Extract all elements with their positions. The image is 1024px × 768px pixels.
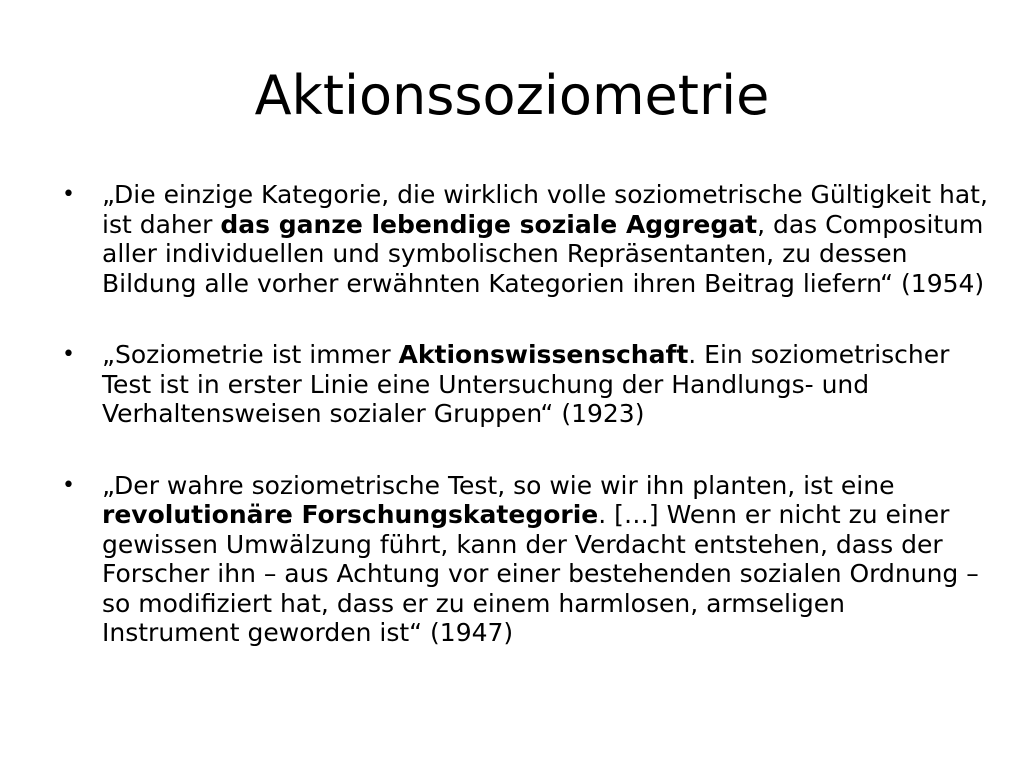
bullet-marker: • (62, 342, 75, 367)
bullet-text-after: , das Compositum aller individuellen und symbolischen Repräsentanten, zu dessen Bildung alle vorher erwähnten Kategorien ihren Beitrag liefern“ (1954) (102, 209, 985, 298)
bullet-item-1 (58, 180, 988, 298)
bullet-text-after: . Ein soziometrischer Test ist in erster Linie eine Untersuchung der Handlungs- und Verhaltensweisen sozialer Gruppen“ (1923) (102, 340, 950, 428)
bullet-list (58, 180, 988, 690)
bullet-text-before: „Soziometrie ist immer (102, 340, 399, 369)
bullet-text-before: „Der wahre soziometrische Test, so wie wir ihn planten, ist eine (102, 470, 895, 500)
bullet-text-bold: das ganze lebendige soziale Aggregat (220, 209, 758, 239)
bullet-text (102, 471, 979, 648)
bullet-text-after: . […] Wenn er nicht zu einer gewissen Umwälzung führt, kann der Verdacht entstehen, dass der Forscher ihn – aus Achtung vor einer bestehenden sozialen Ordnung – so modifiziert hat, dass er zu einem harmlosen, armseligen Instrument geworden ist“ (1947) (102, 500, 979, 647)
bullet-text-bold: Aktionswissenschaft (398, 340, 689, 369)
bullet-item-3 (58, 471, 988, 648)
bullet-text (102, 340, 949, 428)
bullet-marker: • (62, 472, 75, 498)
bullet-text-before: „Die einzige Kategorie, die wirklich volle soziometrische Gültigkeit hat, ist daher (102, 180, 988, 239)
bullet-item-2 (58, 340, 988, 429)
bullet-text (102, 180, 988, 298)
bullet-marker: • (62, 182, 75, 207)
slide-title: Aktionssoziometrie (254, 64, 770, 127)
bullet-text-bold: revolutionäre Forschungskategorie (102, 500, 599, 529)
